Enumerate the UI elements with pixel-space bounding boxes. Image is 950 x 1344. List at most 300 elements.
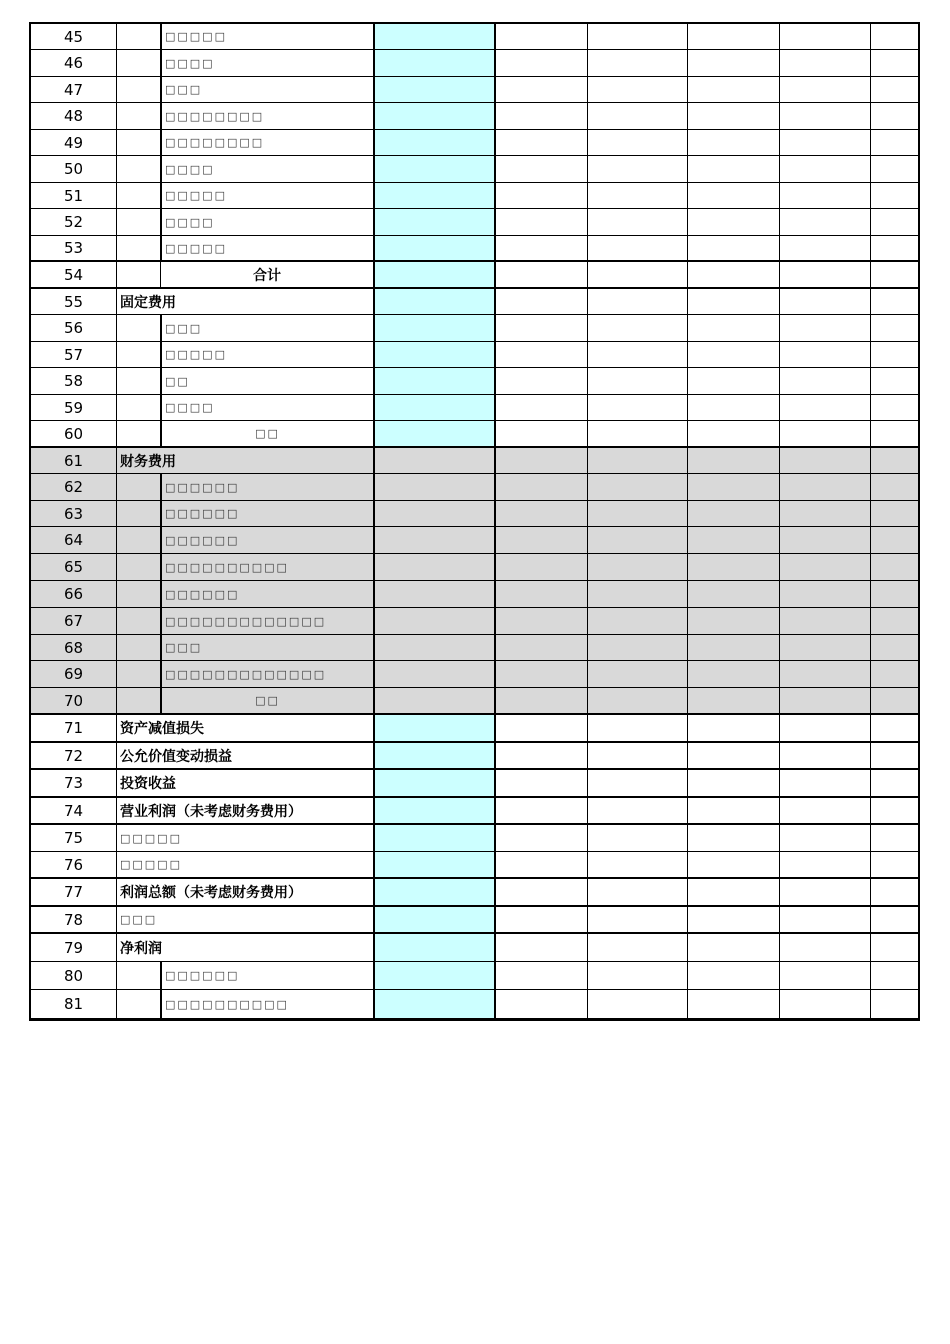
value-cell[interactable] — [496, 289, 588, 314]
value-cell[interactable] — [688, 156, 780, 182]
indent-cell — [117, 315, 161, 341]
value-cell[interactable] — [496, 934, 588, 961]
indent-cell — [117, 990, 161, 1018]
value-cell[interactable] — [373, 236, 496, 260]
value-cell[interactable] — [588, 581, 688, 607]
value-cell[interactable] — [780, 289, 871, 314]
value-cell[interactable] — [373, 661, 496, 687]
table-row — [31, 395, 918, 421]
value-cell[interactable] — [588, 368, 688, 394]
value-cell[interactable] — [588, 934, 688, 961]
value-cell[interactable] — [780, 103, 871, 129]
value-cell[interactable] — [588, 879, 688, 905]
value-cell[interactable] — [496, 770, 588, 796]
value-cell[interactable] — [373, 608, 496, 634]
value-cell[interactable] — [373, 395, 496, 420]
value-cell[interactable] — [588, 770, 688, 796]
value-cell[interactable] — [496, 315, 588, 341]
value-cell[interactable] — [496, 342, 588, 367]
value-cell[interactable] — [871, 501, 918, 526]
value-cell[interactable] — [871, 342, 918, 367]
value-cell[interactable] — [373, 315, 496, 341]
table-row — [31, 852, 918, 879]
row-label: □□ — [161, 421, 373, 446]
table-row — [31, 501, 918, 527]
table-row — [31, 24, 918, 50]
value-cell[interactable] — [780, 209, 871, 235]
value-cell[interactable] — [688, 368, 780, 394]
value-cell[interactable] — [496, 852, 588, 877]
value-cell[interactable] — [688, 421, 780, 446]
value-cell[interactable] — [496, 368, 588, 394]
value-cell[interactable] — [871, 990, 918, 1018]
table-row — [31, 770, 918, 798]
value-cell[interactable] — [688, 852, 780, 877]
value-cell[interactable] — [496, 50, 588, 76]
value-cell[interactable] — [373, 715, 496, 741]
value-cell[interactable] — [780, 130, 871, 155]
table-row — [31, 554, 918, 581]
value-cell[interactable] — [871, 50, 918, 76]
value-cell[interactable] — [871, 962, 918, 989]
value-cell[interactable] — [588, 608, 688, 634]
row-label: □□□□ — [161, 156, 373, 182]
value-cell[interactable] — [780, 661, 871, 687]
value-cell[interactable] — [588, 554, 688, 580]
indent-cell — [117, 262, 161, 287]
value-cell[interactable] — [871, 635, 918, 660]
value-cell[interactable] — [496, 608, 588, 634]
indent-cell — [117, 24, 161, 49]
value-cell[interactable] — [373, 474, 496, 500]
value-cell[interactable] — [688, 743, 780, 768]
value-cell[interactable] — [780, 581, 871, 607]
table-row — [31, 183, 918, 209]
value-cell[interactable] — [496, 236, 588, 260]
row-label: □□□□□ — [120, 831, 182, 845]
value-cell[interactable] — [496, 24, 588, 49]
row-label: □□□□ — [161, 395, 373, 420]
value-cell[interactable] — [871, 77, 918, 102]
value-cell[interactable] — [871, 183, 918, 208]
value-cell[interactable] — [780, 183, 871, 208]
value-cell[interactable] — [588, 990, 688, 1018]
value-cell[interactable] — [871, 527, 918, 553]
value-cell[interactable] — [588, 24, 688, 49]
value-cell[interactable] — [588, 448, 688, 473]
value-cell[interactable] — [688, 527, 780, 553]
row-number: 62 — [31, 474, 117, 500]
value-cell[interactable] — [588, 421, 688, 446]
row-number: 48 — [31, 103, 117, 129]
value-cell[interactable] — [780, 368, 871, 394]
value-cell[interactable] — [780, 635, 871, 660]
indent-cell — [117, 77, 161, 102]
indent-cell — [117, 501, 161, 526]
value-cell[interactable] — [496, 688, 588, 713]
row-label: □□□□□ — [161, 236, 373, 260]
row-number: 77 — [31, 879, 117, 905]
indent-cell — [117, 688, 161, 713]
value-cell[interactable] — [588, 743, 688, 768]
value-cell[interactable] — [688, 554, 780, 580]
value-cell[interactable] — [588, 236, 688, 260]
value-cell[interactable] — [373, 342, 496, 367]
value-cell[interactable] — [588, 474, 688, 500]
value-cell[interactable] — [688, 661, 780, 687]
value-cell[interactable] — [496, 825, 588, 851]
row-label: 投资收益 — [120, 776, 176, 792]
table-row — [31, 527, 918, 554]
value-cell[interactable] — [688, 77, 780, 102]
value-cell[interactable] — [871, 715, 918, 741]
value-cell[interactable] — [588, 501, 688, 526]
value-cell[interactable] — [373, 688, 496, 713]
row-label: □□□□□ — [120, 858, 182, 871]
value-cell[interactable] — [688, 262, 780, 287]
value-cell[interactable] — [588, 289, 688, 314]
value-cell[interactable] — [496, 715, 588, 741]
value-cell[interactable] — [688, 608, 780, 634]
value-cell[interactable] — [588, 527, 688, 553]
value-cell[interactable] — [373, 103, 496, 129]
value-cell[interactable] — [373, 635, 496, 660]
value-cell[interactable] — [373, 879, 496, 905]
row-number: 63 — [31, 501, 117, 526]
value-cell[interactable] — [780, 156, 871, 182]
value-cell[interactable] — [588, 156, 688, 182]
row-label: □□□□□□ — [161, 581, 373, 607]
value-cell[interactable] — [871, 421, 918, 446]
row-label: 利润总额（未考虑财务费用） — [120, 885, 302, 901]
value-cell[interactable] — [780, 990, 871, 1018]
value-cell[interactable] — [871, 608, 918, 634]
value-cell[interactable] — [871, 24, 918, 49]
indent-cell — [117, 50, 161, 76]
value-cell[interactable] — [588, 103, 688, 129]
row-number: 55 — [31, 289, 117, 314]
value-cell[interactable] — [780, 527, 871, 553]
row-number: 67 — [31, 608, 117, 634]
value-cell[interactable] — [588, 715, 688, 741]
value-cell[interactable] — [780, 879, 871, 905]
value-cell[interactable] — [780, 554, 871, 580]
row-label: 资产减值损失 — [120, 721, 204, 737]
row-number: 49 — [31, 130, 117, 155]
value-cell[interactable] — [588, 315, 688, 341]
value-cell[interactable] — [871, 554, 918, 580]
row-number: 80 — [31, 962, 117, 989]
value-cell[interactable] — [496, 635, 588, 660]
value-cell[interactable] — [871, 474, 918, 500]
value-cell[interactable] — [780, 395, 871, 420]
value-cell[interactable] — [688, 342, 780, 367]
spreadsheet-table — [29, 22, 920, 1021]
value-cell[interactable] — [588, 395, 688, 420]
value-cell[interactable] — [688, 798, 780, 823]
indent-cell — [117, 581, 161, 607]
value-cell[interactable] — [496, 879, 588, 905]
table-row — [31, 879, 918, 907]
value-cell[interactable] — [588, 262, 688, 287]
value-cell[interactable] — [688, 103, 780, 129]
value-cell[interactable] — [780, 236, 871, 260]
row-number: 68 — [31, 635, 117, 660]
indent-cell — [117, 209, 161, 235]
indent-cell — [117, 608, 161, 634]
indent-cell — [117, 421, 161, 446]
row-number: 61 — [31, 448, 117, 473]
value-cell[interactable] — [780, 448, 871, 473]
row-label: □□□□□□□□□□ — [161, 990, 373, 1018]
value-cell[interactable] — [780, 934, 871, 961]
value-cell[interactable] — [780, 962, 871, 989]
value-cell[interactable] — [373, 183, 496, 208]
value-cell[interactable] — [780, 798, 871, 823]
value-cell[interactable] — [373, 527, 496, 553]
value-cell[interactable] — [688, 50, 780, 76]
value-cell[interactable] — [373, 130, 496, 155]
value-cell[interactable] — [496, 501, 588, 526]
row-label: 合计 — [253, 267, 281, 284]
row-number: 78 — [31, 907, 117, 932]
value-cell[interactable] — [373, 907, 496, 932]
value-cell[interactable] — [871, 156, 918, 182]
value-cell[interactable] — [588, 798, 688, 823]
value-cell[interactable] — [780, 743, 871, 768]
value-cell[interactable] — [871, 688, 918, 713]
row-label: □□□□□□□□□□□□□ — [161, 608, 373, 634]
value-cell[interactable] — [588, 688, 688, 713]
indent-cell — [117, 395, 161, 420]
value-cell[interactable] — [871, 825, 918, 851]
value-cell[interactable] — [871, 289, 918, 314]
value-cell[interactable] — [496, 183, 588, 208]
value-cell[interactable] — [688, 635, 780, 660]
value-cell[interactable] — [373, 501, 496, 526]
value-cell[interactable] — [588, 825, 688, 851]
value-cell[interactable] — [780, 852, 871, 877]
value-cell[interactable] — [871, 661, 918, 687]
row-label: □□□□ — [161, 209, 373, 235]
row-number: 81 — [31, 990, 117, 1018]
value-cell[interactable] — [780, 501, 871, 526]
value-cell[interactable] — [871, 770, 918, 796]
value-cell[interactable] — [688, 24, 780, 49]
value-cell[interactable] — [688, 474, 780, 500]
value-cell[interactable] — [688, 395, 780, 420]
value-cell[interactable] — [373, 825, 496, 851]
value-cell[interactable] — [588, 209, 688, 235]
value-cell[interactable] — [688, 448, 780, 473]
row-number: 47 — [31, 77, 117, 102]
value-cell[interactable] — [780, 907, 871, 932]
indent-cell — [117, 661, 161, 687]
value-cell[interactable] — [496, 907, 588, 932]
value-cell[interactable] — [496, 581, 588, 607]
value-cell[interactable] — [688, 501, 780, 526]
row-label: □□□ — [161, 315, 373, 341]
value-cell[interactable] — [496, 990, 588, 1018]
value-cell[interactable] — [588, 635, 688, 660]
row-label: □□□ — [120, 913, 158, 926]
value-cell[interactable] — [780, 77, 871, 102]
value-cell[interactable] — [496, 474, 588, 500]
row-label: □□□□□□ — [161, 962, 373, 989]
value-cell[interactable] — [871, 103, 918, 129]
value-cell[interactable] — [373, 50, 496, 76]
value-cell[interactable] — [780, 24, 871, 49]
indent-cell — [117, 236, 161, 260]
indent-cell — [117, 103, 161, 129]
value-cell[interactable] — [780, 688, 871, 713]
value-cell[interactable] — [688, 825, 780, 851]
value-cell[interactable] — [373, 421, 496, 446]
value-cell[interactable] — [588, 907, 688, 932]
value-cell[interactable] — [871, 448, 918, 473]
value-cell[interactable] — [496, 103, 588, 129]
value-cell[interactable] — [496, 130, 588, 155]
table-row — [31, 474, 918, 501]
table-row — [31, 50, 918, 77]
value-cell[interactable] — [373, 770, 496, 796]
value-cell[interactable] — [496, 527, 588, 553]
value-cell[interactable] — [373, 934, 496, 961]
table-row — [31, 581, 918, 608]
row-number: 46 — [31, 50, 117, 76]
value-cell[interactable] — [871, 852, 918, 877]
value-cell[interactable] — [588, 183, 688, 208]
value-cell[interactable] — [871, 315, 918, 341]
value-cell[interactable] — [688, 688, 780, 713]
value-cell[interactable] — [373, 368, 496, 394]
row-number: 45 — [31, 24, 117, 49]
value-cell[interactable] — [871, 209, 918, 235]
row-number: 73 — [31, 770, 117, 796]
row-label: 财务费用 — [120, 453, 176, 470]
value-cell[interactable] — [588, 661, 688, 687]
value-cell[interactable] — [688, 934, 780, 961]
value-cell[interactable] — [871, 798, 918, 823]
value-cell[interactable] — [688, 879, 780, 905]
value-cell[interactable] — [780, 608, 871, 634]
value-cell[interactable] — [588, 77, 688, 102]
table-row — [31, 209, 918, 236]
value-cell[interactable] — [588, 50, 688, 76]
table-row — [31, 103, 918, 130]
value-cell[interactable] — [373, 24, 496, 49]
value-cell[interactable] — [688, 962, 780, 989]
value-cell[interactable] — [373, 798, 496, 823]
value-cell[interactable] — [496, 209, 588, 235]
value-cell[interactable] — [496, 421, 588, 446]
value-cell[interactable] — [871, 368, 918, 394]
value-cell[interactable] — [688, 990, 780, 1018]
value-cell[interactable] — [496, 262, 588, 287]
value-cell[interactable] — [373, 156, 496, 182]
table-row — [31, 77, 918, 103]
value-cell[interactable] — [871, 879, 918, 905]
value-cell[interactable] — [871, 130, 918, 155]
value-cell[interactable] — [373, 743, 496, 768]
table-row — [31, 236, 918, 262]
value-cell[interactable] — [688, 183, 780, 208]
value-cell[interactable] — [588, 852, 688, 877]
value-cell[interactable] — [780, 315, 871, 341]
value-cell[interactable] — [373, 262, 496, 287]
value-cell[interactable] — [496, 798, 588, 823]
value-cell[interactable] — [688, 315, 780, 341]
value-cell[interactable] — [780, 262, 871, 287]
value-cell[interactable] — [780, 770, 871, 796]
value-cell[interactable] — [688, 581, 780, 607]
value-cell[interactable] — [373, 554, 496, 580]
value-cell[interactable] — [373, 990, 496, 1018]
value-cell[interactable] — [871, 581, 918, 607]
table-row — [31, 990, 918, 1019]
row-number: 79 — [31, 934, 117, 961]
value-cell[interactable] — [780, 421, 871, 446]
value-cell[interactable] — [496, 661, 588, 687]
value-cell[interactable] — [373, 289, 496, 314]
value-cell[interactable] — [871, 236, 918, 260]
value-cell[interactable] — [780, 342, 871, 367]
value-cell[interactable] — [688, 236, 780, 260]
value-cell[interactable] — [688, 130, 780, 155]
value-cell[interactable] — [780, 825, 871, 851]
value-cell[interactable] — [688, 209, 780, 235]
row-label: 固定费用 — [120, 294, 176, 311]
row-number: 53 — [31, 236, 117, 260]
table-row — [31, 342, 918, 368]
value-cell[interactable] — [780, 474, 871, 500]
value-cell[interactable] — [871, 743, 918, 768]
value-cell[interactable] — [588, 342, 688, 367]
value-cell[interactable] — [496, 962, 588, 989]
value-cell[interactable] — [496, 77, 588, 102]
value-cell[interactable] — [373, 852, 496, 877]
value-cell[interactable] — [688, 770, 780, 796]
row-label: □□□□□□ — [161, 474, 373, 500]
value-cell[interactable] — [373, 581, 496, 607]
value-cell[interactable] — [688, 289, 780, 314]
value-cell[interactable] — [871, 907, 918, 932]
value-cell[interactable] — [373, 209, 496, 235]
value-cell[interactable] — [496, 554, 588, 580]
table-row — [31, 715, 918, 743]
value-cell[interactable] — [688, 907, 780, 932]
table-row — [31, 315, 918, 342]
value-cell[interactable] — [496, 156, 588, 182]
value-cell[interactable] — [373, 962, 496, 989]
value-cell[interactable] — [588, 130, 688, 155]
value-cell[interactable] — [496, 448, 588, 473]
value-cell[interactable] — [373, 448, 496, 473]
indent-cell — [117, 635, 161, 660]
value-cell[interactable] — [688, 715, 780, 741]
value-cell[interactable] — [871, 262, 918, 287]
value-cell[interactable] — [780, 50, 871, 76]
indent-cell — [117, 554, 161, 580]
value-cell[interactable] — [496, 743, 588, 768]
value-cell[interactable] — [588, 962, 688, 989]
value-cell[interactable] — [871, 395, 918, 420]
value-cell[interactable] — [871, 934, 918, 961]
value-cell[interactable] — [780, 715, 871, 741]
value-cell[interactable] — [496, 395, 588, 420]
value-cell[interactable] — [373, 77, 496, 102]
indent-cell — [117, 527, 161, 553]
